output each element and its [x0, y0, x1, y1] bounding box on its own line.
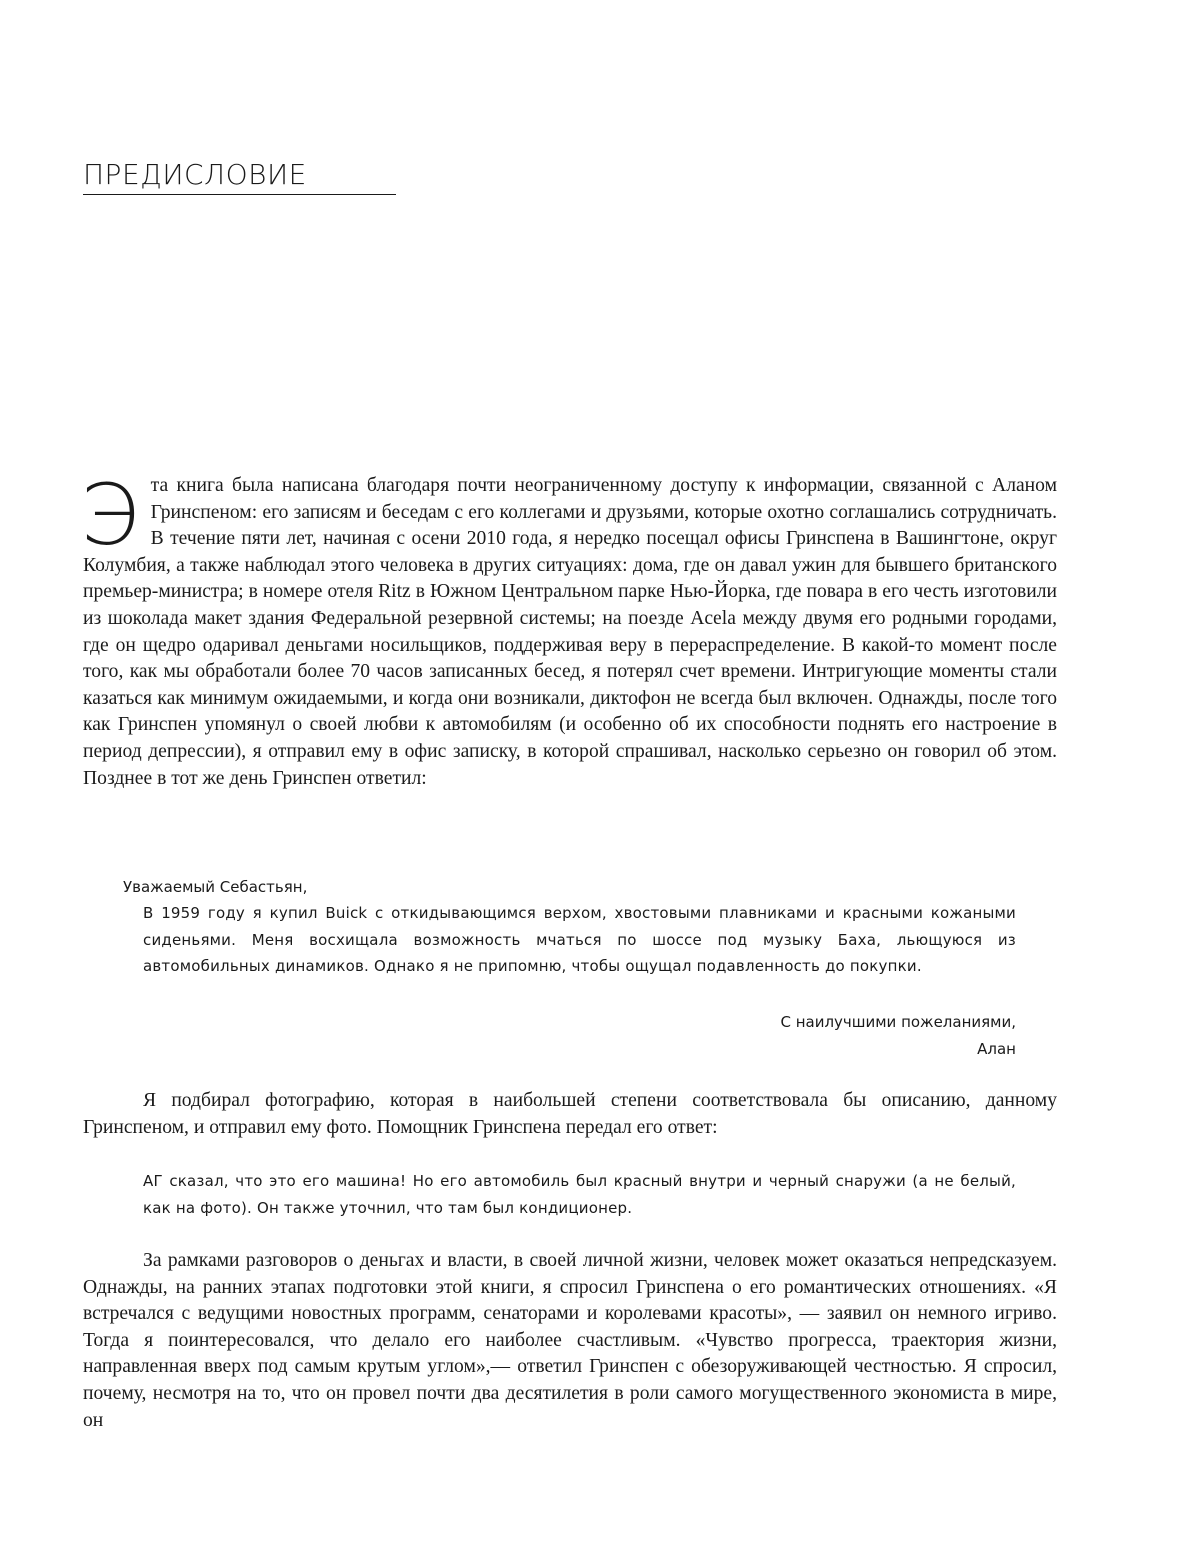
paragraph-personal-life-text: За рамками разговоров о деньгах и власти, в своей личной жизни, человек может оказаться непредсказуем. Однажды, на ранних этапах подготовки этой книги, я спросил Гринспена о его романтических отношениях. «Я встречался с ведущими новостных программ, сенаторами и королевами красоты», — заявил он немного игриво. Тогда я поинтересовался, что делало его наиболее счастливым. «Чувство прогресса, траектория жизни, направленная вверх под самым крутым углом»,— ответил Гринспен с обезоруживающей честностью. Я спросил, почему, несмотря на то, что он провел почти два десятилетия в роли самого могущественного экономиста в мире, он — [83, 1250, 1057, 1431]
letter-body: В 1959 году я купил Buick с откидывающимся верхом, хвостовыми плавниками и красными кожаными сиденьями. Меня восхищала возможность мчаться по шоссе под музыку Баха, льющуюся из автомобильных динамиков. Однако я не припомню, чтобы ощущал подавленность до покупки. — [143, 904, 1016, 975]
paragraph-photo-text: Я подбирал фотографию, которая в наибольшей степени соответствовала бы описанию, данному Гринспеном, и отправил ему фото. Помощник Гринспена передал его ответ: — [83, 1090, 1057, 1138]
assistant-reply-quote: АГ сказал, что это его машина! Но его автомобиль был красный внутри и черный снаружи (а не белый, как на фото). Он также уточнил, что там был кондиционер. — [143, 1172, 1016, 1217]
letter-greeting: Уважаемый Себастьян, — [123, 878, 308, 896]
page-title: ПРЕДИСЛОВИЕ — [83, 158, 307, 191]
drop-cap: Э — [80, 466, 139, 564]
paragraph-photo — [83, 1088, 1057, 1141]
intro-paragraph — [80, 466, 1057, 792]
chapter-heading — [83, 156, 396, 195]
letter-signature: Алан — [977, 1039, 1016, 1058]
paragraph-personal-life — [83, 1248, 1057, 1434]
intro-text: та книга была написана благодаря почти неограниченному доступу к информации, связанной с Аланом Гринспеном: его записям и беседам с его коллегами и друзьями, которые охотно соглашались сотрудничать. В течение пяти лет, начиная с осени 2010 года, я нередко посещал офисы Гринспена в Вашингтоне, округ Колумбия, а также наблюдал этого человека в других ситуациях: дома, где он давал ужин для бывшего британского премьер-министра; в номере отеля Ritz в Южном Центральном парке Нью-Йорка, где повара в его честь изготовили из шоколада макет здания Федеральной резервной системы; на поезде Acela между двумя его родными городами, где он щедро одаривал деньгами носильщиков, поддерживая веру в перераспределение. В какой-то момент после того, как мы обработали более 70 часов записанных бесед, я потерял счет времени. Интригующие моменты стали казаться как минимум ожидаемыми, и когда они возникали, диктофон не всегда был включен. Однажды, после того как Гринспен упомянул о своей любви к автомобилям (и особенно об их способности поднять его настроение в период депрессии), я отправил ему в офис записку, в которой спрашивал, насколько серьезно он говорил об этом. Позднее в тот же день Гринспен ответил: — [83, 475, 1057, 789]
letter-closing: С наилучшими пожеланиями, — [780, 1013, 1016, 1031]
letter-signoff — [600, 1009, 1016, 1062]
